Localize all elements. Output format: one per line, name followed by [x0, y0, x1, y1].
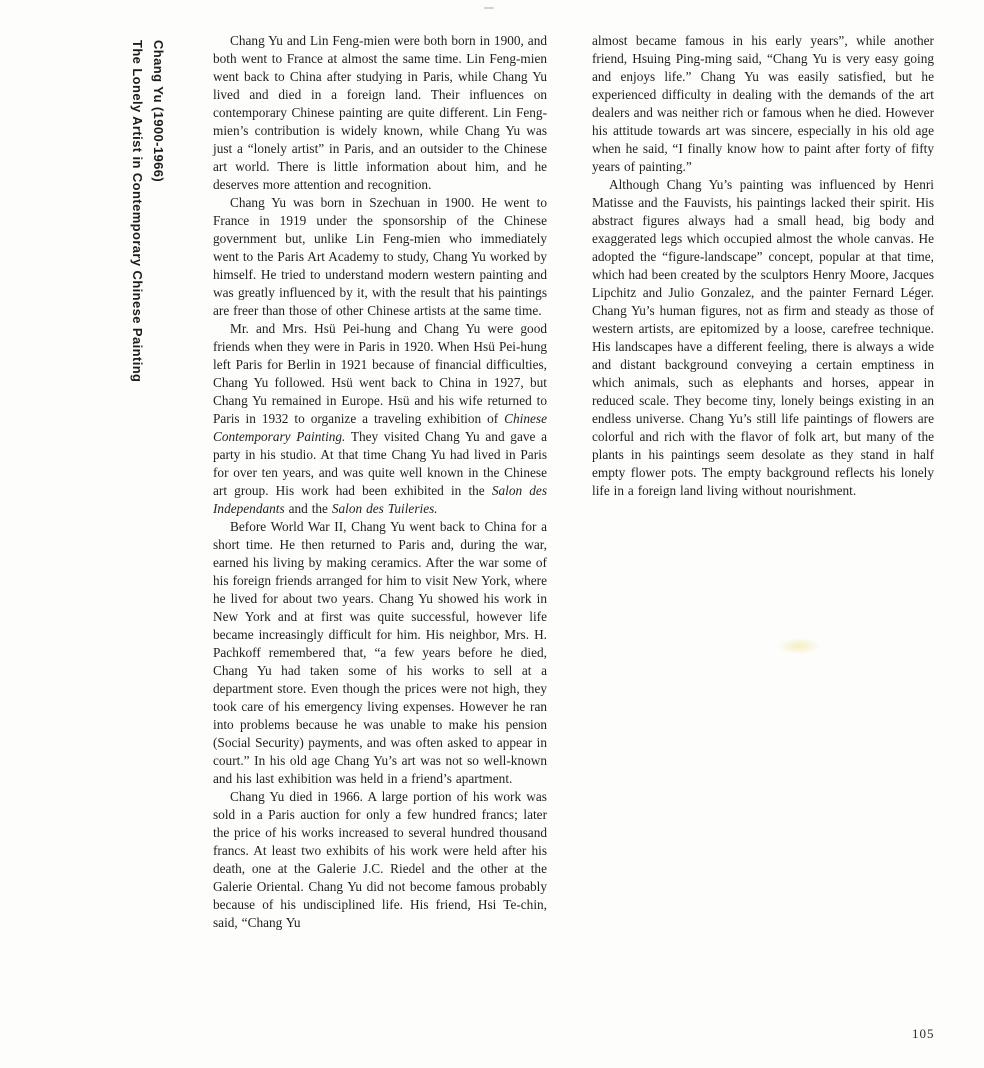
paragraph: [592, 32, 934, 176]
spine-title-line1: Chang Yu (1900-1966): [151, 40, 166, 183]
text-run: almost became famous in his early years”, while another friend, Hsuing Ping-ming said, “Chang Yu is very easy going and enjoys life.” Chang Yu was easily satisfied, but he experienced difficulty in dealing with the demands of the art dealers and was neither rich or famous when he died. However his attitude towards art was sincere, especially in his old age when he said, “I finally know how to paint after forty of fifty years of painting.”: [592, 33, 934, 174]
text-run: Chang Yu died in 1966. A large portion of his work was sold in a Paris auction for only a few hundred francs; later the price of his works increased to several hundred thousand francs. At least two exhibits of his work were held after his death, one at the Galerie J.C. Riedel and the other at the Galerie Oriental. Chang Yu did not become famous probably because of his undisciplined life. His friend, Hsi Te-chin, said, “Chang Yu: [213, 789, 547, 930]
vertical-spine-title: [127, 40, 169, 660]
paragraph: [213, 518, 547, 788]
paragraph: [592, 176, 934, 500]
text-run: and the: [284, 501, 332, 516]
article-left-column: [213, 32, 547, 932]
spine-title-line2: The Lonely Artist in Contemporary Chinese Painting: [130, 40, 145, 383]
paragraph: [213, 788, 547, 932]
paragraph: [213, 32, 547, 194]
italic-text-run: Salon des Independants: [213, 483, 548, 516]
paragraph: [213, 194, 547, 320]
text-run: Chang Yu and Lin Feng-mien were both born in 1900, and both went to France at almost the same time. Lin Feng-mien went back to China after studying in Paris, while Chang Yu lived and died in a foreign land. Their influences on contemporary Chinese painting are quite different. Lin Feng-mien’s contribution is widely known, while Chang Yu was just a “lonely artist” in Paris, and an outsider to the Chinese art world. There is little information about him, and he deserves more attention and recognition.: [213, 33, 547, 192]
text-run: Although Chang Yu’s painting was influenced by Henri Matisse and the Fauvists, his paintings lacked their spirit. His abstract figures always had a small head, big body and exaggerated legs which occupied almost the whole canvas. He adopted the “figure-landscape” concept, popular at that time, which had been created by the sculptors Henry Moore, Jacques Lipchitz and Julio Gonzalez, and the painter Fernard Léger. Chang Yu’s human figures, not as firm and steady as those of western artists, are epitomized by a loose, carefree technique. His landscapes have a different feeling, there is always a wide and distant background conveying a certain emptiness in which animals, such as elephants and horses, appear in reduced scale. They become tiny, lonely beings existing in an endless universe. Chang Yu’s still life paintings of flowers are colorful and rich with the flavor of folk art, but many of the plants in his paintings seem desolate as they stand in half empty flower pots. The empty background reflects his lonely life in a foreign land living without nourishment.: [592, 177, 934, 498]
italic-text-run: Salon des Tuileries.: [331, 501, 438, 516]
text-run: Before World War II, Chang Yu went back to China for a short time. He then returned to Paris and, during the war, earned his living by making ceramics. After the war some of his foreign friends arranged for him to visit New York, where he lived for about two years. Chang Yu showed his work in New York and at first was quite successful, however life became increasingly difficult for him. His neighbor, Mrs. H. Pachkoff remembered that, “a few years before he died, Chang Yu had taken some of his works to sell at a department store. Even though the prices were not high, they took care of his emergency living expenses. However he ran into problems because he was unable to make his pension (Social Security) payments, and was often asked to appear in court.” In his old age Chang Yu’s art was not so well-known and his last exhibition was held in a friend’s apartment.: [213, 519, 547, 786]
page-number: 105: [912, 1026, 935, 1041]
scan-smudge-artifact: [778, 638, 820, 654]
text-run: They visited Chang Yu and gave a party in his studio. At that time Chang Yu had lived in Paris for over ten years, and was quite well known in the Chinese art group. His work had been exhibited in the: [213, 429, 547, 498]
paragraph: [213, 320, 547, 518]
text-run: Mr. and Mrs. Hsü Pei-hung and Chang Yu were good friends when they were in Paris in 1920. When Hsü Pei-hung left Paris for Berlin in 1921 because of financial difficulties, Chang Yu followed. Hsü went back to China in 1927, but Chang Yu remained in Europe. Hsü and his wife returned to Paris in 1932 to organize a traveling exhibition of: [213, 321, 547, 426]
text-run: Chang Yu was born in Szechuan in 1900. He went to France in 1919 under the sponsorship of the Chinese government but, unlike Lin Feng-mien who immediately went to the Paris Art Academy to study, Chang Yu worked by himself. He tried to understand modern western painting and was greatly influenced by it, with the result that his paintings are freer than those of other Chinese artists at the same time.: [213, 195, 547, 318]
scan-mark-artifact: [484, 7, 494, 9]
article-right-column: [592, 32, 934, 500]
italic-text-run: Chinese Contemporary Painting.: [213, 411, 547, 444]
